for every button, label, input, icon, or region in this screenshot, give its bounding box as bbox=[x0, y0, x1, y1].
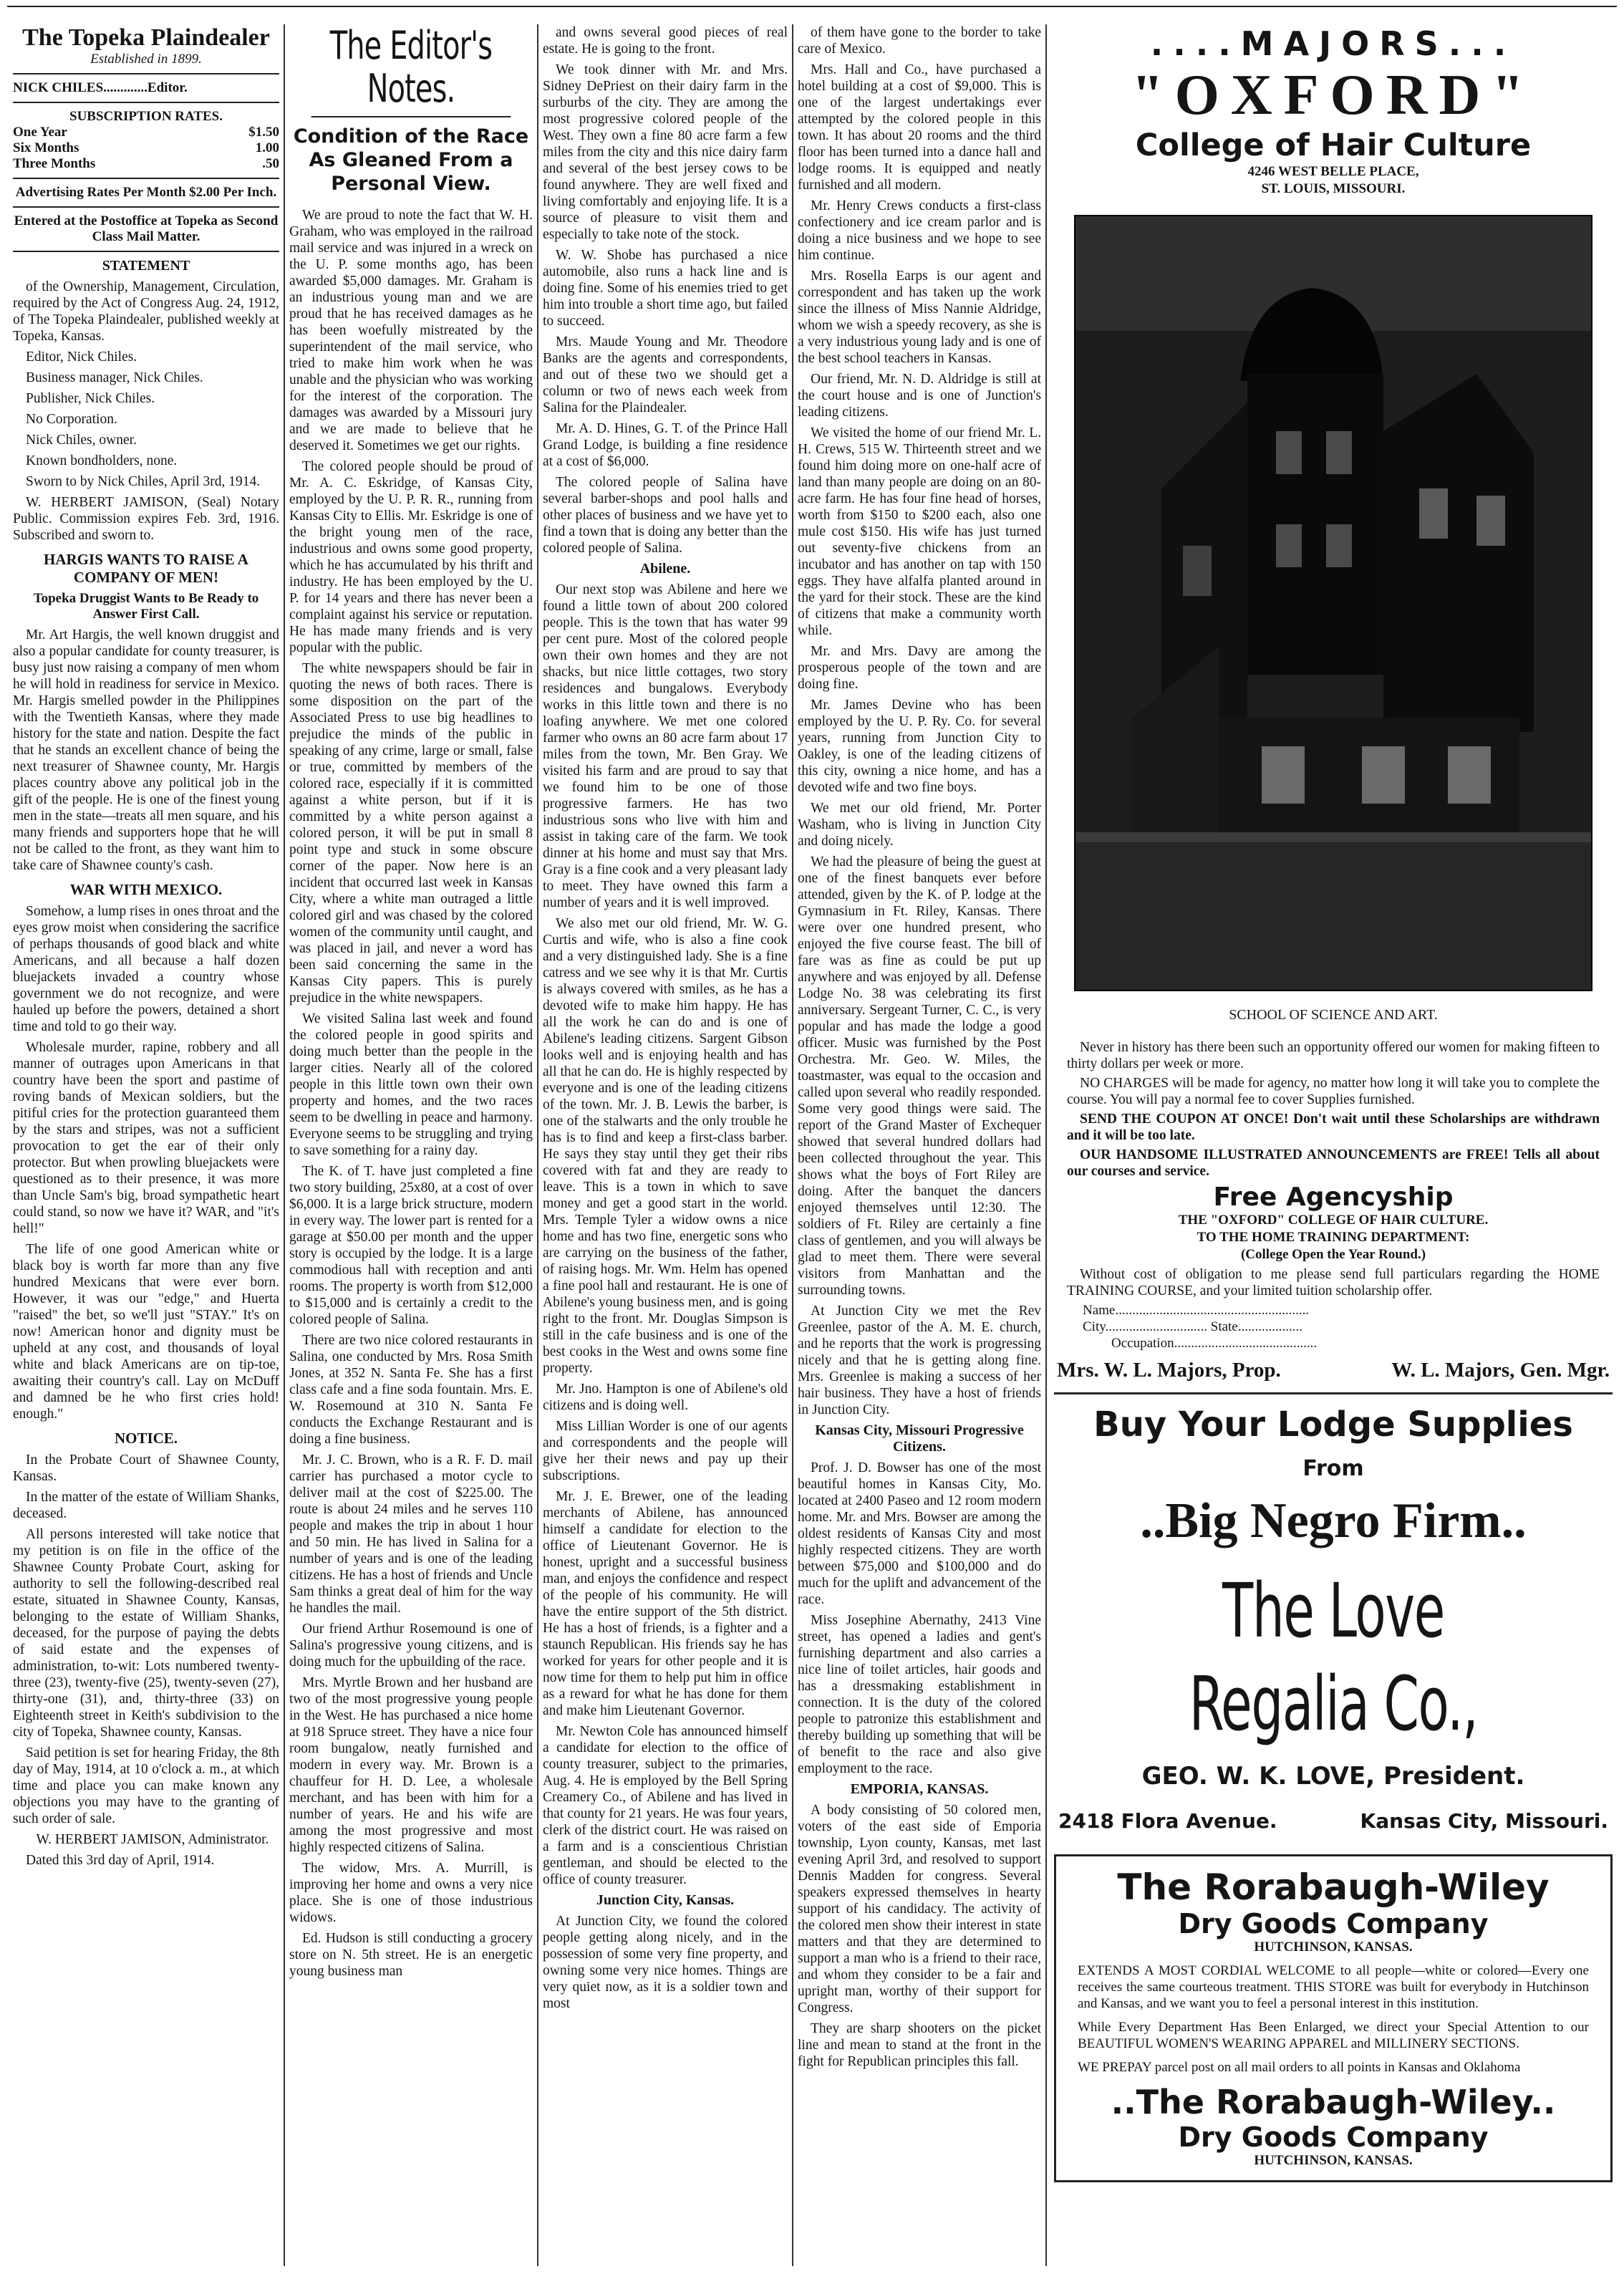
news-paragraph: and owns several good pieces of real estate. He is going to the front. bbox=[543, 25, 788, 57]
war-heading: WAR WITH MEXICO. bbox=[69, 881, 223, 898]
coupon-open: (College Open the Year Round.) bbox=[1240, 1247, 1426, 1262]
news-paragraph: Mrs. Maude Young and Mr. Theodore Banks are the agents and correspondents, and out of these two we should get a column or two of news each week from Salina for the Plaindealer. bbox=[543, 334, 788, 415]
notice-body: Dated this 3rd day of April, 1914. bbox=[26, 1853, 215, 1868]
editors-paragraph: There are two nice colored restaurants in Salina, one conducted by Mrs. Rosa Smith Jones, at 352 N. Santa Fe. She has a first class cafe and a fine soda fountain. Mrs. E. W. Rosemound at 310 N. Santa Fe conducts the Exchange Restaurant and is doing a fine business. bbox=[289, 1333, 533, 1447]
column-3 bbox=[543, 24, 788, 2016]
oxford-no-charges: NO CHARGES will be made for agency, no matter how long it will take you to complete the course. You will pay a normal fee to cover Supplies furnished. bbox=[1067, 1076, 1600, 1107]
coupon-department: TO THE HOME TRAINING DEPARTMENT: bbox=[1197, 1230, 1470, 1245]
rates-heading: SUBSCRIPTION RATES. bbox=[69, 109, 223, 124]
advertisement-column bbox=[1054, 24, 1613, 2182]
statement-text: W. HERBERT JAMISON, (Seal) Notary Public. Commission expires Feb. 3rd, 1916. Subscribed and sworn to. bbox=[13, 495, 279, 543]
news-paragraph: W. W. Shobe has purchased a nice automobile, also runs a hack line and is doing fine. Some of his enemies tried to get him into trouble a short time ago, but failed to succeed. bbox=[543, 248, 788, 329]
hargis-subheading: Topeka Druggist Wants to Be Ready to Answer First Call. bbox=[33, 591, 259, 622]
president-line: GEO. W. K. LOVE, President. bbox=[1141, 1762, 1525, 1791]
masthead-established: Established in 1899. bbox=[90, 52, 202, 67]
college-heading: College of Hair Culture bbox=[1135, 127, 1532, 163]
news-paragraph: They are sharp shooters on the picket line and mean to stand at the front in the fight for Republican principles this fall. bbox=[798, 2021, 1041, 2069]
college-address: 4246 WEST BELLE PLACE, bbox=[1247, 164, 1419, 179]
notice-body: Said petition is set for hearing Friday, the 8th day of May, 1914, at 10 o'clock a. m., at which time and place you can make known any objections you may have to the granting of such order of sale. bbox=[13, 1745, 279, 1826]
editors-paragraph: Ed. Hudson is still conducting a grocery store on N. 5th street. He is an energetic young business man bbox=[289, 1931, 533, 1979]
news-paragraph: Miss Lillian Worder is one of our agents and correspondents and the people will give her their news and pay up their subscriptions. bbox=[543, 1419, 788, 1483]
big-negro-firm: ..Big Negro Firm.. bbox=[1140, 1493, 1527, 1548]
coupon-occupation-field: Occupation.......................................... bbox=[1111, 1336, 1318, 1351]
news-paragraph: We visited the home of our friend Mr. L. H. Crews, 515 W. Thirteenth street and we found him doing more on one-half acre of land than many people are doing on an 80-acre farm. He has four fine head of horses, worth from $150 to $200 each, also one mule cost $150. His wife has just turned out seventy-five chickens from an incubator and has another on tap with 150 eggs. They have alfalfa planted around in the yard for their stock. These are the kind of citizens that make a community worth while. bbox=[798, 425, 1041, 638]
news-paragraph: Mr. and Mrs. Davy are among the prosperous people of the town and are doing fine. bbox=[798, 644, 1041, 692]
street-address: 2418 Flora Avenue. bbox=[1058, 1809, 1277, 1833]
statement-text: Publisher, Nick Chiles. bbox=[26, 391, 155, 406]
news-paragraph: At Junction City we met the Rev Greenlee, pastor of the A. M. E. church, and he reports that the work is progressing nicely and that he is getting along fine. Mrs. Greenlee is making a success of her hair business. They have a host of friends in Junction City. bbox=[798, 1304, 1041, 1417]
news-paragraph: We also met our old friend, Mr. W. G. Curtis and wife, who is also a fine cook and a very distinguished lady. She is a fine catress and we see why it is that Mr. Curtis is always covered with smiles, as he has a devoted wife to make him happy. He has all the work he can do and is one of Abilene's leading citizens. Sargent Gibson looks well and is enjoying health and has all that he can do. He is highly respected by everyone and is one of the leading citizens of the town. Mr. J. B. Lewis the barber, is one of the stalwarts and the only trouble he has is to find and keep a first-class barber. He says they stay until they get their ribs covered with fat and they are ready to leave. This is a town in which to save money and get a good start in the world. Mrs. Temple Tyler a widow owns a nice home and has two fine, energetic sons who are carrying on the business of the father, of raising hogs. Mr. Wm. Helm has opened a fine pool hall and restaurant. He is one of Abilene's young business men, and is going right to the front. Mr. Douglas Simpson is still in the cafe business and is one of the best cooks in the West and owns some fine property. bbox=[543, 916, 788, 1376]
rate-row: One Year $1.50 bbox=[13, 125, 279, 140]
editors-paragraph: Mr. J. C. Brown, who is a R. F. D. mail carrier has purchased a motor cycle to deliver mail at the cost of $225.00. The route is about 24 miles and he serves 110 people and makes the trip in about 1 hour and 50 min. He has lived in Salina for a number of years and is one of the leading citizens. He has a host of friends and Uncle Sam thinks a great deal of him for the way he handles the mail. bbox=[289, 1452, 533, 1616]
statement-text: Known bondholders, none. bbox=[26, 453, 178, 468]
news-paragraph: We took dinner with Mr. and Mrs. Sidney DePriest on their dairy farm in the surburbs of the city. They are among the most progressive colored people of the West. They own a fine 80 acre farm a few miles from the city and this nice dairy farm and several of the best jersey cows to be found anywhere. They are well fixed and living comfortably and enjoying life. It is a source of pleasure to visit them and especially to take note of the stock. bbox=[543, 62, 788, 242]
oxford-heading: "OXFORD" bbox=[1131, 64, 1535, 127]
advertising-rates: Advertising Rates Per Month $2.00 Per Inch. bbox=[15, 185, 277, 200]
news-paragraph: Mr. James Devine who has been employed by the U. P. Ry. Co. for several years, running from Junction City to Oakley, is one of the leading citizens of this city, owning a nice home, and has a devoted wife and two fine boys. bbox=[798, 698, 1041, 795]
rorabaugh-wiley-ad bbox=[1054, 1854, 1613, 2182]
news-paragraph: Mr. Henry Crews conducts a first-class confectionery and ice cream parlor and is doing a nice business and we hope to see him continue. bbox=[798, 198, 1041, 263]
news-paragraph: Mr. J. E. Brewer, one of the leading merchants of Abilene, has announced himself a candidate for election to the office of Lieutenant Governor. He is honest, upright and a successful business man, and enjoys the confidence and respect of the people of his community. He will have the entire support of the 5th district. He has a host of friends, is a fighter and a staunch Republican. His friends say he has worked for years for other people and it is now time for them to help put him in office as a reward for what he has done for them and make him Lieutenant Governor. bbox=[543, 1489, 788, 1718]
rw-subtitle-2: Dry Goods Company bbox=[1178, 2121, 1489, 2153]
column-rule bbox=[792, 24, 793, 2266]
news-paragraph: Our next stop was Abilene and here we found a little town of about 200 colored people. This is the town that has water 99 per cent pure. Most of the colored people own their own homes and they are not shacks, but nice little cottages, two story residences and bungalows. Everybody works in this little town and there is no loafing anywhere. We met one colored farmer who owns an 80 acre farm about 17 miles from the town, Mr. Ben Gray. We visited his farm and are proud to say that we found him to be one of those progressive farmers. He has two industrious sons who live with him and assist in taking care of the farm. We took dinner at his home and must say that Mrs. Gray is a fine cook and a very pleasant lady to meet. They have owned this farm a number of years and it is well improved. bbox=[543, 582, 788, 910]
college-city: ST. LOUIS, MISSOURI. bbox=[1261, 181, 1406, 196]
rw-city-2: HUTCHINSON, KANSAS. bbox=[1254, 2153, 1413, 2168]
notice-body: In the Probate Court of Shawnee County, Kansas. bbox=[13, 1452, 279, 1484]
coupon-college: THE "OXFORD" COLLEGE OF HAIR CULTURE. bbox=[1178, 1213, 1489, 1228]
lodge-supplies-heading: Buy Your Lodge Supplies bbox=[1093, 1404, 1573, 1445]
column-rule bbox=[284, 24, 285, 2266]
city-address: Kansas City, Missouri. bbox=[1360, 1809, 1608, 1833]
coupon-city-field: City.............................. State................... bbox=[1083, 1319, 1302, 1334]
rw-title-2: ..The Rorabaugh-Wiley.. bbox=[1111, 2083, 1556, 2121]
news-paragraph: Mrs. Hall and Co., have purchased a hotel building at a cost of $9,000. This is one of the largest undertakings ever attempted by the colored people in this town. It has about 20 rooms and the third floor has been turned into a dance hall and lodge rooms. It is equipped and neatly furnished and all modern. bbox=[798, 62, 1041, 193]
editors-paragraph: We are proud to note the fact that W. H. Graham, who was employed in the railroad mail service and was injured in a wreck on the U. P. some months ago, has been awarded $5,000 damages. Mr. Graham is an industrious young man and we are proud that he has received damages as he has been woefully mistreated by the superintendent of the mail service, who tried to make him work when he was unable and the physician who was working for the interest of the corporation. The damages was awarded by a Missouri jury and we are made to believe that he deserved it. Sometimes we get our rights. bbox=[289, 208, 533, 453]
rw-city: HUTCHINSON, KANSAS. bbox=[1254, 1940, 1413, 1955]
editors-notes-headline: Condition of the Race As Gleaned From a Personal View. bbox=[293, 125, 529, 195]
photo-caption: SCHOOL OF SCIENCE AND ART. bbox=[1229, 1007, 1438, 1023]
news-paragraph: Mr. Jno. Hampton is one of Abilene's old citizens and is doing well. bbox=[543, 1382, 788, 1413]
column-rule bbox=[1045, 24, 1047, 2266]
column-2 bbox=[289, 24, 533, 1984]
news-paragraph: We met our old friend, Mr. Porter Washam, who is living in Junction City and doing nicely. bbox=[798, 801, 1041, 849]
statement-text: No Corporation. bbox=[26, 412, 117, 427]
news-paragraph: The colored people of Salina have several barber-shops and pool halls and other places of business and we have yet to find a town that is doing any better than the colored people of Salina. bbox=[543, 475, 788, 556]
oxford-send-coupon: SEND THE COUPON AT ONCE! Don't wait until these Scholarships are withdrawn and it will be too late. bbox=[1067, 1112, 1600, 1143]
oxford-body: Never in history has there been such an opportunity offered our women for making fifteen to thirty dollars per week or more. bbox=[1067, 1040, 1600, 1071]
statement-heading: STATEMENT bbox=[102, 258, 190, 274]
rw-text: EXTENDS A MOST CORDIAL WELCOME to all people—white or colored—Every one receives the same courteous treatment. THIS STORE was built for everybody in Hutchinson and Kansas, and we want you to feel a personal interest in this institution. bbox=[1078, 1963, 1589, 2011]
hargis-heading: HARGIS WANTS TO RAISE A COMPANY OF MEN! bbox=[44, 551, 248, 586]
statement-text: Nick Chiles, owner. bbox=[26, 433, 137, 448]
from-label: From bbox=[1302, 1456, 1364, 1481]
rw-text: While Every Department Has Been Enlarged, we direct your Special Attention to our BEAUTIFUL WOMEN'S WEARING APPAREL and MILLINERY SECTIONS. bbox=[1078, 2020, 1589, 2051]
notice-body: W. HERBERT JAMISON, Administrator. bbox=[36, 1832, 269, 1847]
column-rule bbox=[537, 24, 538, 2266]
rw-text: WE PREPAY parcel post on all mail orders to all points in Kansas and Oklahoma bbox=[1078, 2060, 1521, 2075]
news-paragraph: Our friend, Mr. N. D. Aldridge is still at the court house and is one of Junction's leading citizens. bbox=[798, 372, 1041, 420]
editors-paragraph: We visited Salina last week and found the colored people in good spirits and doing much better than the people in the larger cities. Nearly all of the colored people in this little town own their own property and homes, and the two races seem to be dwelling in peace and harmony. Everyone seems to be struggling and trying to save something for a rainy day. bbox=[289, 1011, 533, 1158]
column-1 bbox=[13, 24, 279, 1873]
statement-text: Business manager, Nick Chiles. bbox=[26, 370, 203, 385]
kansas-city-heading: Kansas City, Missouri Progressive Citizens. bbox=[815, 1422, 1024, 1455]
rw-title: The Rorabaugh-Wiley bbox=[1117, 1866, 1550, 1908]
hargis-body: Mr. Art Hargis, the well known druggist and also a popular candidate for county treasurer, is busy just now raising a company of men whom he will hold in readiness for service in Mexico. Mr. Hargis smelled powder in the Philippines with the Twentieth Kansas, where they made history for the state and nation. Despite the fact that he stands an excellent chance of being the next treasurer of Shawnee county, Mr. Hargis places country above any political job in the gift of the people. He is one of the finest young men in the state—treats all men square, and his many friends and supporters hope that he will not be called to the front, as they want him to take care of Shawnee county's cash. bbox=[13, 627, 279, 873]
notice-body: In the matter of the estate of William Shanks, deceased. bbox=[13, 1490, 279, 1521]
rw-subtitle: Dry Goods Company bbox=[1178, 1908, 1489, 1940]
newspaper-page bbox=[7, 6, 1617, 2275]
building-illustration bbox=[1076, 216, 1591, 990]
love-regalia-name: The Love Regalia Co., bbox=[1189, 1567, 1478, 1748]
editors-paragraph: The white newspapers should be fair in quoting the news of both races. There is some disposition on the part of the Associated Press to use big headlines to prejudice the minds of the public in speaking of any crime, large or small, false or true, committed by members of the colored race, especially if it is committed against a white person, but if it is committed by a white person against a colored person, it will be put in small 8 point type and stuck in some obscure corner of the paper. Now here is an incident that occurred last week in Kansas City, where a white man outraged a little colored girl and was chased by the colored women of the community until caught, and was placed in jail, and never a word has been said concerning the same in the Kansas City papers. This is purely prejudice in the white newspapers. bbox=[289, 661, 533, 1006]
news-paragraph: Mrs. Rosella Earps is our agent and correspondent and has taken up the work since the illness of Miss Nannie Aldridge, whom we wish a speedy recovery, as she is a very industrious young lady and is one of the best school teachers in Kansas. bbox=[798, 269, 1041, 366]
proprietors-line bbox=[1054, 1359, 1613, 1382]
general-manager-name: W. L. Majors, Gen. Mgr. bbox=[1391, 1359, 1610, 1382]
news-paragraph: At Junction City, we found the colored people getting along nicely, and in the possession of some very fine property, and owning some very nice homes. Things are very quiet now, as it is a soldier town and most bbox=[543, 1914, 788, 2011]
editors-paragraph: Our friend Arthur Rosemound is one of Salina's progressive young citizens, and is doing much for the upbuilding of the race. bbox=[289, 1622, 533, 1670]
notice-body: All persons interested will take notice that my petition is on file in the office of the Shawnee County Probate Court, asking for authority to sell the following-described real estate, situated in Shawnee County, Kansas, belonging to the estate of William Shanks, deceased, for the purpose of paying the debts of said estate and the expenses of administration, to-wit: Lots numbered twenty-three (23), twenty-five (25), twenty-seven (27), thirty-one (31), and, thirty-three (33) on Eighteenth street in Keith's subdivision to the city of Topeka, Shawnee county, Kansas. bbox=[13, 1527, 279, 1740]
coupon-name-field: Name......................................................... bbox=[1083, 1303, 1310, 1318]
statement-text: Sworn to by Nick Chiles, April 3rd, 1914. bbox=[26, 474, 261, 489]
proprietor-name: Mrs. W. L. Majors, Prop. bbox=[1057, 1359, 1281, 1382]
statement-text: Editor, Nick Chiles. bbox=[26, 350, 137, 365]
regalia-address bbox=[1054, 1809, 1613, 1833]
masthead-title: The Topeka Plaindealer bbox=[22, 24, 270, 51]
war-body: Wholesale murder, rapine, robbery and all manner of outrages upon Americans in that country have been the sport and pastime of roving bands of Mexican soldiers, but the pitiful cries for the protection guaranteed them by the stars and stripes, was not a sufficient provocation to get the ear of their only protector. But when prowling bluejackets were questioned as to their presence, it was more than Uncle Sam's big, broad sympathetic heart could stand, so now we have it? WAR, and "it's hell!" bbox=[13, 1040, 279, 1236]
school-building-photo bbox=[1074, 215, 1592, 991]
editors-paragraph: The widow, Mrs. A. Murrill, is improving her home and owns a very nice place. She is one of those industrious widows. bbox=[289, 1861, 533, 1925]
majors-heading: ....MAJORS... bbox=[1150, 24, 1517, 63]
statement-text: of the Ownership, Management, Circulation, required by the Act of Congress Aug. 24, 1912, of The Topeka Plaindealer, published weekly at Topeka, Kansas. bbox=[13, 279, 279, 344]
abilene-heading: Abilene. bbox=[639, 561, 691, 577]
rate-row: Three Months .50 bbox=[13, 156, 279, 171]
news-paragraph: of them have gone to the border to take care of Mexico. bbox=[798, 25, 1041, 57]
news-paragraph: Mr. A. D. Hines, G. T. of the Prince Hall Grand Lodge, is building a fine residence at a cost of $6,000. bbox=[543, 421, 788, 469]
news-paragraph: We had the pleasure of being the guest at one of the finest banquets ever before attended, given by the K. of P. lodge at the Gymnasium in Ft. Riley, Kansas. There were over one hundred present, who enjoyed the five course feast. The bill of fare was as fine as could be put up anywhere and was enjoyed by all. Defense Lodge No. 38 was celebrating its first anniversary. Sergeant Turner, C. C., is very popular and has made the lodge a good officer. Music was furnished by the Post Orchestra. Mr. Geo. W. Miles, the toastmaster, was equal to the occasion and called upon several who readily responded. Some very good things were said. The report of the Grand Master of Exchequer showed that several hundred dollars had been collected throughout the year. This shows what the boys of Fort Riley are doing. After the banquet the dancers enjoyed themselves until 12:30. The soldiers of Ft. Riley are certainly a fine class of gentlemen, and you will always be glad to meet them. There were several visitors from Manhattan and the surrounding towns. bbox=[798, 854, 1041, 1298]
oxford-announcements: OUR HANDSOME ILLUSTRATED ANNOUNCEMENTS are FREE! Tells all about our courses and service. bbox=[1067, 1147, 1600, 1179]
news-paragraph: A body consisting of 50 colored men, voters of the east side of Emporia township, Lyon county, Kansas, met last evening April 3rd, and resolved to support Dennis Madden for congress. Several speakers expressed themselves in hearty support of his candidacy. The activity of the colored men show their interest in state matters and that they are determined to support a man who is a friend to their race, and whom they consider to be a fair and upright man, worthy of their support for Congress. bbox=[798, 1803, 1041, 2015]
free-agencyship-heading: Free Agencyship bbox=[1213, 1182, 1454, 1212]
rate-row: Six Months 1.00 bbox=[13, 140, 279, 155]
news-paragraph: Prof. J. D. Bowser has one of the most beautiful homes in Kansas City, Mo. located at 2400 Paseo and 12 room modern home. Mr. and Mrs. Bowser are among the oldest residents of Kansas City and most highly respected citizens. They are worth between $75,000 and $100,000 and do much for the uplift and advancement of the race. bbox=[798, 1460, 1041, 1607]
news-paragraph: Miss Josephine Abernathy, 2413 Vine street, has opened a ladies and gent's furnishing department and also carries a nice line of toilet articles, hair goods and has a dressmaking establishment in connection. It is the duty of the colored people to patronize this establishment and thereby building up something that will be of benefit to the race and also give employment to the race. bbox=[798, 1613, 1041, 1776]
emporia-heading: EMPORIA, KANSAS. bbox=[850, 1781, 989, 1797]
notice-heading: NOTICE. bbox=[114, 1430, 178, 1447]
editors-paragraph: Mrs. Myrtle Brown and her husband are two of the most progressive young people in the West. He has purchased a nice home at 918 Spruce street. They have a nice four room bungalow, neatly furnished and modern in every way. Mr. Brown is a chauffeur for H. D. Lee, a wholesale merchant, and has been with him for a number of years. He and his wife are among the most progressive and most highly respected citizens of Salina. bbox=[289, 1675, 533, 1855]
editors-notes-title: The Editor's Notes. bbox=[311, 24, 511, 117]
editors-paragraph: The K. of T. have just completed a fine two story building, 25x80, at a cost of over $6,000. It is a large brick structure, modern in every way. The lower part is rented for a garage at $50.00 per month and the upper story is occupied by the lodge. It is a large commodious hall with reception and anti rooms. The property is worth from $12,000 to $15,000 and is certainly a credit to the colored people of Salina. bbox=[289, 1164, 533, 1327]
war-body: Somehow, a lump rises in ones throat and the eyes grow moist when considering the sacrifice of perhaps thousands of good black and white Americans, and all because a half dozen bluejackets invaded a country whose government we do not recognize, and were hauled up before the powers, detained a short time and told to go their way. bbox=[13, 904, 279, 1034]
news-paragraph: Mr. Newton Cole has announced himself a candidate for election to the office of county treasurer, subject to the primaries, Aug. 4. He is employed by the Bell Spring Creamery Co., of Abilene and has lived in that county for 21 years. He was four years, clerk of the district court. He was raised on a farm and is a conscientious Christian gentleman, and should be elected to the office of county treasurer. bbox=[543, 1724, 788, 1887]
editors-paragraph: The colored people should be proud of Mr. A. C. Eskridge, of Kansas City, employed by the U. P. R. R., running from Kansas City to Ellis. Mr. Eskridge is one of the bright young men of the race, industrious and owns some good property, which he has accumulated by his thrift and industry. He has been employed by the U. P. for 14 years and there has never been a complaint against his service or reputation. He has made many friends and is very popular with the public. bbox=[289, 459, 533, 655]
entered-notice: Entered at the Postoffice at Topeka as Second Class Mail Matter. bbox=[14, 213, 279, 244]
coupon-text: Without cost of obligation to me please send full particulars regarding the HOME TRAINING COURSE, and your limited tuition scholarship offer. bbox=[1067, 1267, 1600, 1298]
editor-line: NICK CHILES.............Editor. bbox=[13, 80, 188, 95]
junction-heading: Junction City, Kansas. bbox=[596, 1892, 735, 1908]
column-4 bbox=[798, 24, 1041, 2074]
war-body: The life of one good American white or black boy is worth far more than any five hundred Mexicans that were ever born. However, it was our "edge," and Huerta "raised" the bet, so we'll just "STAY." It's on now! American honor and dignity must be upheld at any cost, and thousands of loyal white and black Americans are on tip-toe, awaiting their country's call. Lay on McDuff and damned be he who first cries hold! enough." bbox=[13, 1242, 279, 1422]
